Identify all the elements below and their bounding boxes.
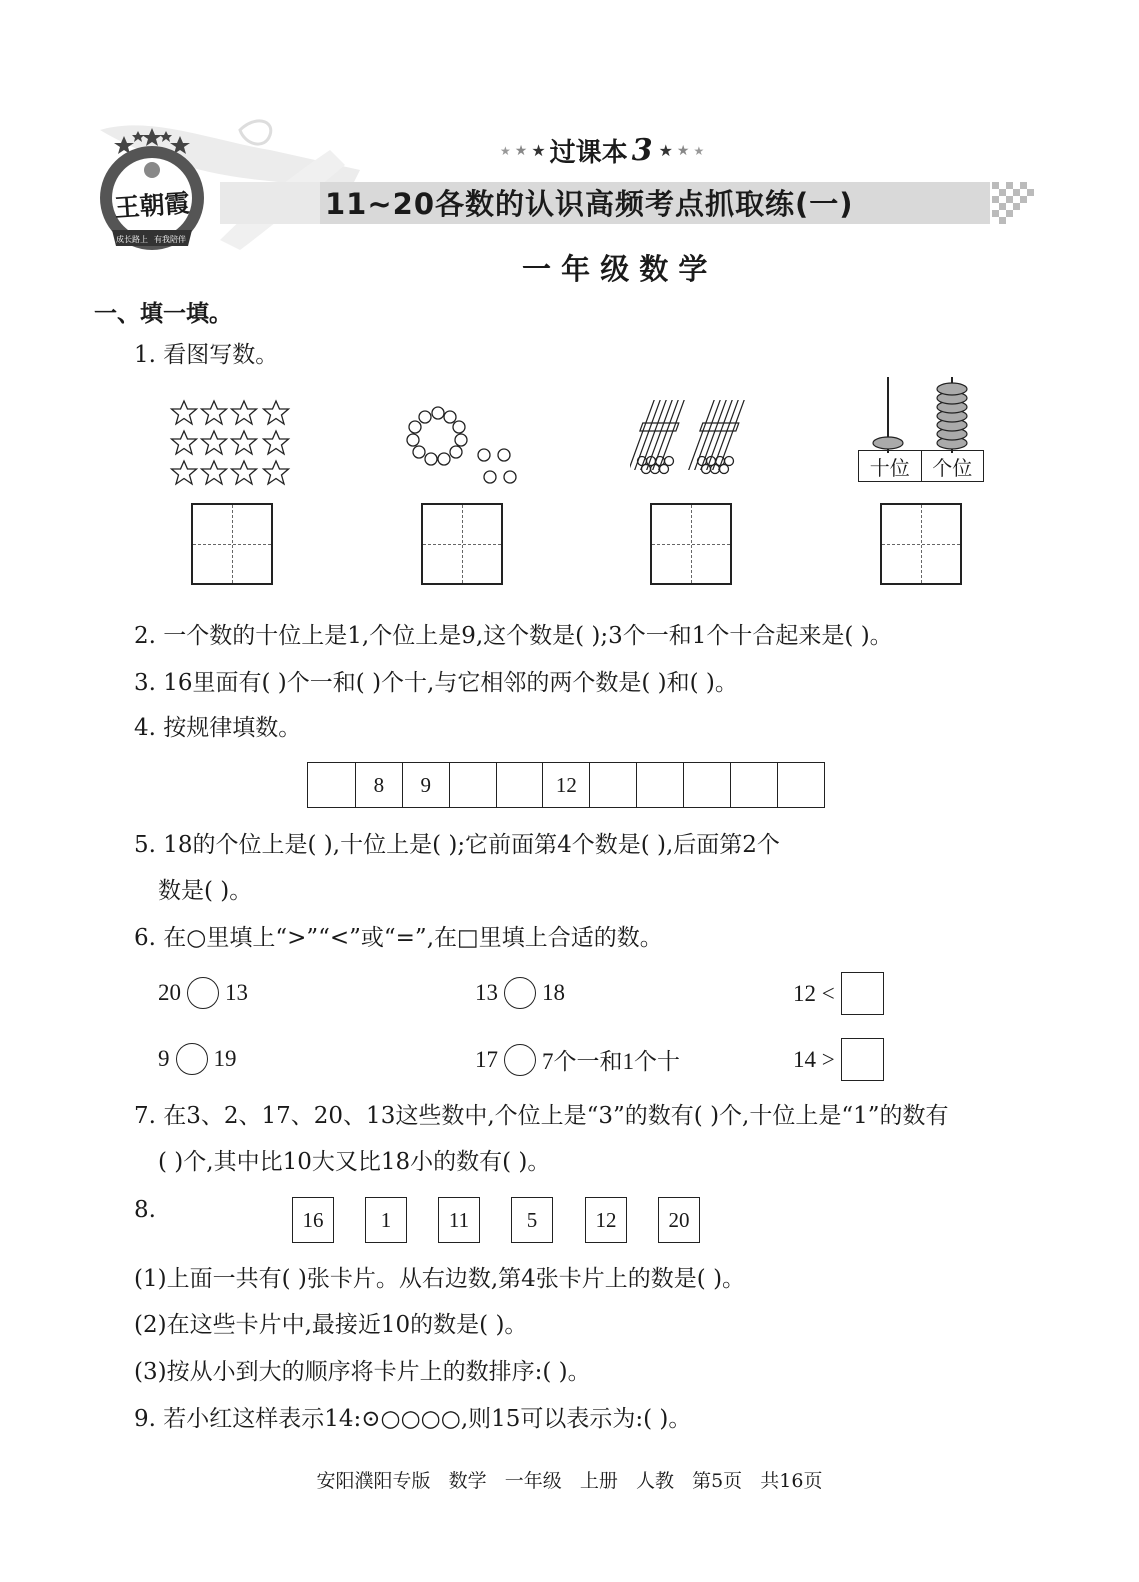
question-2-text: 2. 一个数的十位上是1,个位上是9,这个数是( );3个一和1个十合起来是( )。 — [134, 623, 893, 649]
compare-item — [475, 1043, 680, 1076]
question-4-text: 4. 按规律填数。 — [134, 715, 302, 741]
star-icon: ★ — [693, 143, 705, 158]
series-number: 3 — [631, 133, 653, 168]
sequence-cell[interactable] — [449, 763, 496, 807]
page-title: 11~20各数的认识高频考点抓取练(一) — [325, 187, 854, 221]
header-ribbon-decoration — [70, 110, 1050, 250]
compare-item — [158, 1043, 237, 1075]
compare-right: 7个一和1个十 — [542, 1049, 680, 1074]
series-label-row — [500, 132, 704, 169]
answer-grid-circles[interactable] — [421, 503, 503, 585]
number-card: 11 — [438, 1197, 480, 1243]
compare-circle-blank[interactable] — [504, 1044, 536, 1076]
star-icon: ★ — [500, 143, 511, 158]
number-card: 5 — [511, 1197, 553, 1243]
sequence-cell: 12 — [542, 763, 589, 807]
compare-left: 14 > — [793, 1046, 835, 1072]
compare-right: 18 — [542, 980, 565, 1005]
compare-square-blank[interactable] — [841, 972, 884, 1015]
logo-slogan-right: 有我陪伴 — [154, 235, 186, 244]
star-icon: ★ — [531, 141, 546, 160]
question-8-sub-1: (1)上面一共有( )张卡片。从右边数,第4张卡片上的数是( )。 — [134, 1266, 746, 1292]
sticks-bundles-figure — [630, 395, 755, 480]
question-1-text: 1. 看图写数。 — [134, 342, 279, 368]
stars-figure — [168, 398, 298, 490]
logo-name: 王朝霞 — [113, 188, 191, 223]
answer-grid-sticks[interactable] — [650, 503, 732, 585]
compare-circle-blank[interactable] — [187, 977, 219, 1009]
abacus-label-row — [858, 450, 984, 482]
page-subtitle: 一 年 级 数 学 — [522, 252, 708, 286]
question-8-label: 8. — [134, 1197, 156, 1223]
compare-right: 13 — [225, 980, 248, 1005]
sequence-cell[interactable] — [730, 763, 777, 807]
question-8-sub-2: (2)在这些卡片中,最接近10的数是( )。 — [134, 1312, 528, 1338]
sequence-cell[interactable] — [777, 763, 824, 807]
number-card: 16 — [292, 1197, 334, 1243]
answer-grid-stars[interactable] — [191, 503, 273, 585]
number-card: 20 — [658, 1197, 700, 1243]
sequence-cell[interactable] — [683, 763, 730, 807]
number-card: 12 — [585, 1197, 627, 1243]
abacus-tens-label: 十位 — [859, 451, 922, 481]
number-card: 1 — [365, 1197, 407, 1243]
logo-slogan-left: 成长路上 — [116, 235, 148, 244]
compare-left: 9 — [158, 1046, 170, 1071]
star-icon: ★ — [676, 142, 690, 159]
compare-item — [793, 1038, 884, 1081]
question-5-line-1: 5. 18的个位上是( ),十位上是( );它前面第4个数是( ),后面第2个 — [134, 832, 780, 858]
answer-grid-abacus[interactable] — [880, 503, 962, 585]
compare-left: 17 — [475, 1046, 498, 1072]
compare-left: 13 — [475, 980, 498, 1005]
star-icon: ★ — [514, 142, 528, 159]
abacus-figure — [856, 375, 986, 455]
question-3-text: 3. 16里面有( )个一和( )个十,与它相邻的两个数是( )和( )。 — [134, 670, 738, 696]
compare-square-blank[interactable] — [841, 1038, 884, 1081]
compare-circle-blank[interactable] — [504, 977, 536, 1009]
sequence-cell: 8 — [355, 763, 402, 807]
question-5-line-2: 数是( )。 — [158, 878, 253, 904]
question-8-sub-3: (3)按从小到大的顺序将卡片上的数排序:( )。 — [134, 1359, 591, 1385]
compare-item — [158, 977, 248, 1009]
number-sequence-boxes — [307, 762, 825, 808]
circles-figure — [400, 405, 530, 490]
sequence-cell[interactable] — [308, 763, 355, 807]
sequence-cell[interactable] — [589, 763, 636, 807]
star-icon: ★ — [658, 141, 673, 160]
compare-item — [793, 972, 884, 1015]
compare-item — [475, 977, 565, 1009]
compare-left: 12 < — [793, 980, 835, 1006]
abacus-ones-label: 个位 — [932, 455, 973, 480]
sequence-cell[interactable] — [636, 763, 683, 807]
section-title: 一、填一填。 — [94, 301, 232, 327]
star-outline-icon — [172, 401, 289, 484]
compare-left: 20 — [158, 980, 181, 1005]
question-9-text: 9. 若小红这样表示14:⊙○○○○,则15可以表示为:( )。 — [134, 1406, 692, 1432]
sequence-cell[interactable] — [496, 763, 543, 807]
compare-circle-blank[interactable] — [176, 1043, 208, 1075]
question-7-line-2: ( )个,其中比10大又比18小的数有( )。 — [158, 1149, 551, 1175]
page-footer: 安阳濮阳专版 数学 一年级 上册 人教 第5页 共16页 — [316, 1470, 823, 1492]
compare-right: 19 — [213, 1046, 237, 1071]
sequence-cell: 9 — [402, 763, 449, 807]
publisher-logo — [92, 122, 212, 254]
series-label: 过课本 — [549, 138, 628, 168]
question-6-text: 6. 在○里填上“>”“<”或“=”,在□里填上合适的数。 — [134, 925, 663, 951]
question-7-line-1: 7. 在3、2、17、20、13这些数中,个位上是“3”的数有( )个,十位上是“1”的数有 — [134, 1103, 949, 1129]
